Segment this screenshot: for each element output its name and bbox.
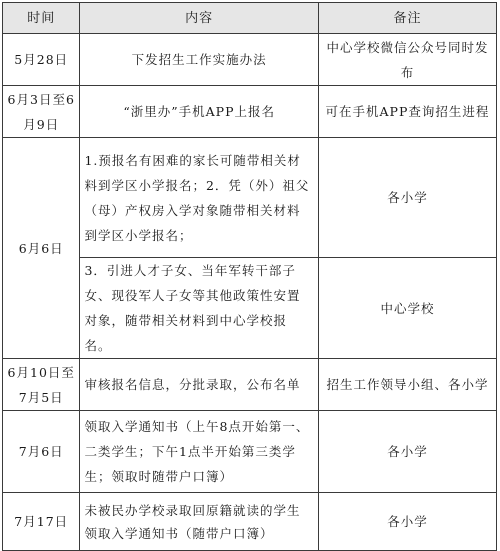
table-row [3,86,497,138]
row-content: 未被民办学校录取回原籍就读的学生领取入学通知书（随带户口簿） [80,493,318,551]
row-time: 6月3日至6月9日 [3,86,80,138]
row-remark: 中心学校微信公众号同时发布 [318,34,496,86]
table-row [3,138,497,258]
row-content: 审核报名信息，分批录取，公布名单 [80,359,318,411]
row-time: 7月17日 [3,493,80,551]
row-remark: 各小学 [318,411,496,493]
row-content: 下发招生工作实施办法 [80,34,318,86]
row-remark: 中心学校 [318,258,496,359]
row-time: 6月10日至7月5日 [3,359,80,411]
row-content: “浙里办”手机APP上报名 [80,86,318,138]
row-content: 3．引进人才子女、当年军转干部子女、现役军人子女等其他政策性安置对象，随带相关材料到中心学校报名。 [80,258,318,359]
row-remark: 各小学 [318,493,496,551]
row-content: 1.预报名有困难的家长可随带相关材料到学区小学报名；2．凭（外）祖父（母）产权房入学对象随带相关材料到学区小学报名； [80,138,318,258]
row-content: 领取入学通知书（上午8点开始第一、二类学生；下午1点半开始第三类学生；领取时随带户口簿） [80,411,318,493]
header-content: 内容 [80,3,318,34]
table-row [3,493,497,551]
row-time: 7月6日 [3,411,80,493]
table-row [3,411,497,493]
row-remark: 可在手机APP查询招生进程 [318,86,496,138]
schedule-table [2,2,497,551]
row-remark: 招生工作领导小组、各小学 [318,359,496,411]
header-remark: 备注 [318,3,496,34]
row-time: 6月6日 [3,138,80,359]
table-row [3,359,497,411]
table-row [3,34,497,86]
row-remark: 各小学 [318,138,496,258]
row-time: 5月28日 [3,34,80,86]
header-time: 时间 [3,3,80,34]
table-header-row [3,3,497,34]
